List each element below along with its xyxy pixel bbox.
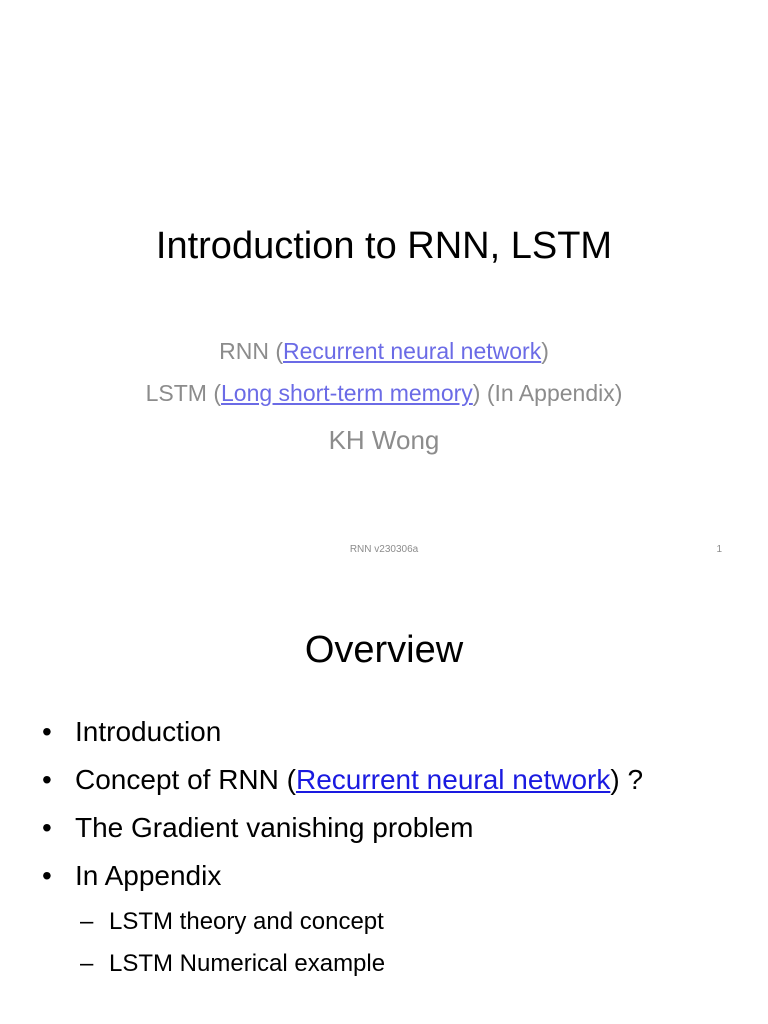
subtitle-rnn-suffix: ) xyxy=(541,338,549,364)
bullet-text: Introduction xyxy=(75,716,222,747)
subtitle-rnn xyxy=(0,337,768,365)
bullet-icon: • xyxy=(42,812,52,843)
bullet-prefix: Concept of RNN ( xyxy=(75,764,296,795)
bullet-suffix: ) ? xyxy=(610,764,644,795)
bullet-icon: • xyxy=(42,764,52,795)
lstm-link[interactable]: Long short-term memory xyxy=(220,380,473,406)
author-name: KH Wong xyxy=(328,425,440,455)
dash-icon: – xyxy=(80,908,94,935)
subtitle-lstm-prefix: LSTM ( xyxy=(145,380,221,406)
sub-list-item xyxy=(80,908,742,950)
bullet-text xyxy=(75,764,643,796)
rnn-link[interactable]: Recurrent neural network xyxy=(282,338,542,364)
bullet-icon: • xyxy=(42,860,52,891)
bullet-text: In Appendix xyxy=(75,860,222,891)
overview-slide xyxy=(0,576,768,1024)
list-item xyxy=(42,812,742,860)
subtitle-lstm-suffix: ) (In Appendix) xyxy=(472,380,623,406)
dash-icon: – xyxy=(80,950,94,977)
list-item xyxy=(42,716,742,764)
sub-list-item xyxy=(80,950,742,992)
sub-bullet-text: LSTM Numerical example xyxy=(109,950,386,977)
bullet-text: The Gradient vanishing problem xyxy=(75,812,474,843)
subtitle-lstm xyxy=(0,379,768,407)
subtitle-rnn-prefix: RNN ( xyxy=(219,338,283,364)
slide-title: Introduction to RNN, LSTM xyxy=(155,225,613,267)
overview-bullet-list xyxy=(42,716,742,992)
list-item xyxy=(42,860,742,908)
rnn-overview-link[interactable]: Recurrent neural network xyxy=(295,764,611,795)
sub-bullet-text: LSTM theory and concept xyxy=(109,908,384,935)
list-item xyxy=(42,764,742,812)
overview-title: Overview xyxy=(304,629,464,671)
page-number: 1 xyxy=(716,544,722,555)
footer-version: RNN v230306a xyxy=(349,544,419,555)
bullet-icon: • xyxy=(42,716,52,747)
